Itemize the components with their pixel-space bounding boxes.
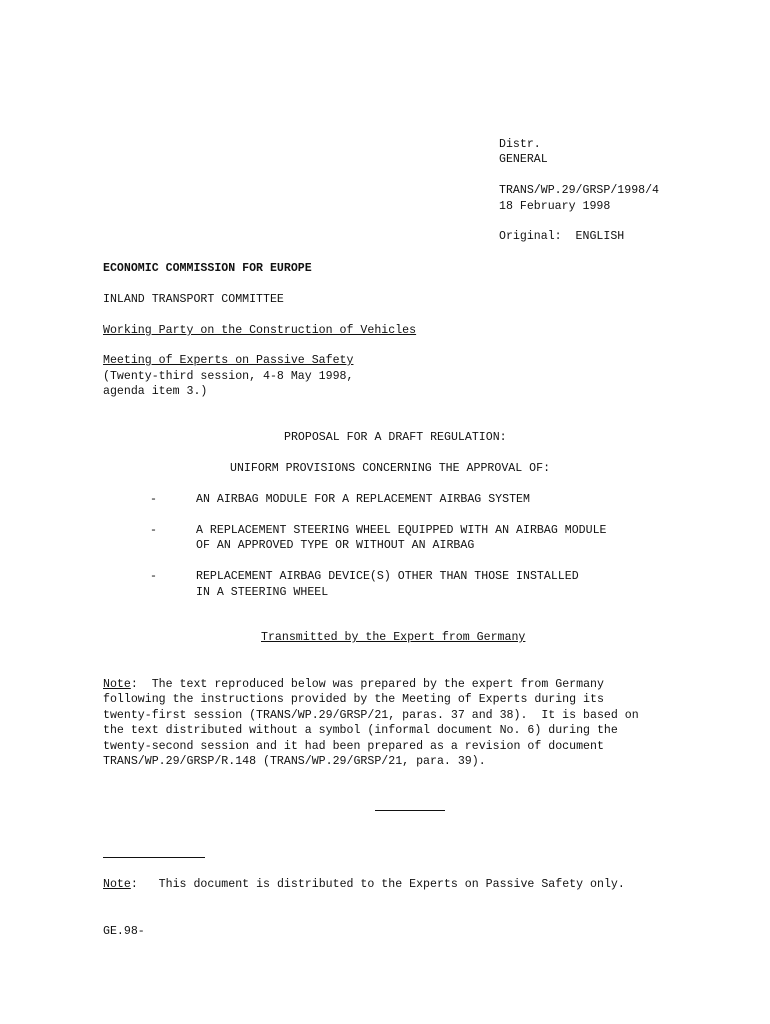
proposal-item-3-line-2: IN A STEERING WHEEL	[196, 586, 329, 599]
note-line-2: following the instructions provided by the Meeting of Experts during its	[103, 693, 604, 706]
bullet-dash: -	[150, 493, 157, 506]
proposal-item-3-line-1: REPLACEMENT AIRBAG DEVICE(S) OTHER THAN THOSE INSTALLED	[196, 570, 579, 583]
footnote-text: : This document is distributed to the Experts on Passive Safety only.	[130, 878, 625, 891]
commission-title: ECONOMIC COMMISSION FOR EUROPE	[103, 262, 312, 275]
original-language: Original: ENGLISH	[499, 230, 625, 243]
note-line-1	[103, 677, 604, 693]
bullet-dash: -	[150, 570, 157, 583]
proposal-title: PROPOSAL FOR A DRAFT REGULATION:	[284, 431, 507, 444]
note-line-6: TRANS/WP.29/GRSP/R.148 (TRANS/WP.29/GRSP/21, para. 39).	[103, 755, 486, 768]
meeting-title: Meeting of Experts on Passive Safety	[103, 354, 354, 367]
distr-label: Distr.	[499, 138, 541, 151]
note-line-5: twenty-second session and it had been prepared as a revision of document	[103, 740, 604, 753]
proposal-subtitle: UNIFORM PROVISIONS CONCERNING THE APPROVAL OF:	[230, 462, 551, 475]
footnote-label: Note	[103, 878, 131, 891]
transmitted-by: Transmitted by the Expert from Germany	[261, 631, 526, 644]
distr-general: GENERAL	[499, 153, 548, 166]
committee-title: INLAND TRANSPORT COMMITTEE	[103, 293, 284, 306]
job-number: GE.98-	[103, 925, 145, 938]
working-party-title: Working Party on the Construction of Vehicles	[103, 324, 417, 337]
footnote	[103, 877, 625, 893]
document-date: 18 February 1998	[499, 200, 611, 213]
center-separator	[375, 810, 445, 811]
note-text: : The text reproduced below was prepared by the expert from Germany	[130, 678, 604, 691]
bullet-dash: -	[150, 524, 157, 537]
proposal-item-2-line-1: A REPLACEMENT STEERING WHEEL EQUIPPED WITH AN AIRBAG MODULE	[196, 524, 607, 537]
proposal-item-2-line-2: OF AN APPROVED TYPE OR WITHOUT AN AIRBAG	[196, 539, 475, 552]
note-label: Note	[103, 678, 131, 691]
note-line-3: twenty-first session (TRANS/WP.29/GRSP/21, paras. 37 and 38). It is based on	[103, 709, 639, 722]
note-line-4: the text distributed without a symbol (informal document No. 6) during the	[103, 724, 618, 737]
session-line-2: agenda item 3.)	[103, 385, 208, 398]
proposal-item-1: AN AIRBAG MODULE FOR A REPLACEMENT AIRBAG SYSTEM	[196, 493, 530, 506]
session-line-1: (Twenty-third session, 4-8 May 1998,	[103, 370, 354, 383]
document-symbol: TRANS/WP.29/GRSP/1998/4	[499, 184, 660, 197]
footnote-separator	[103, 857, 205, 858]
